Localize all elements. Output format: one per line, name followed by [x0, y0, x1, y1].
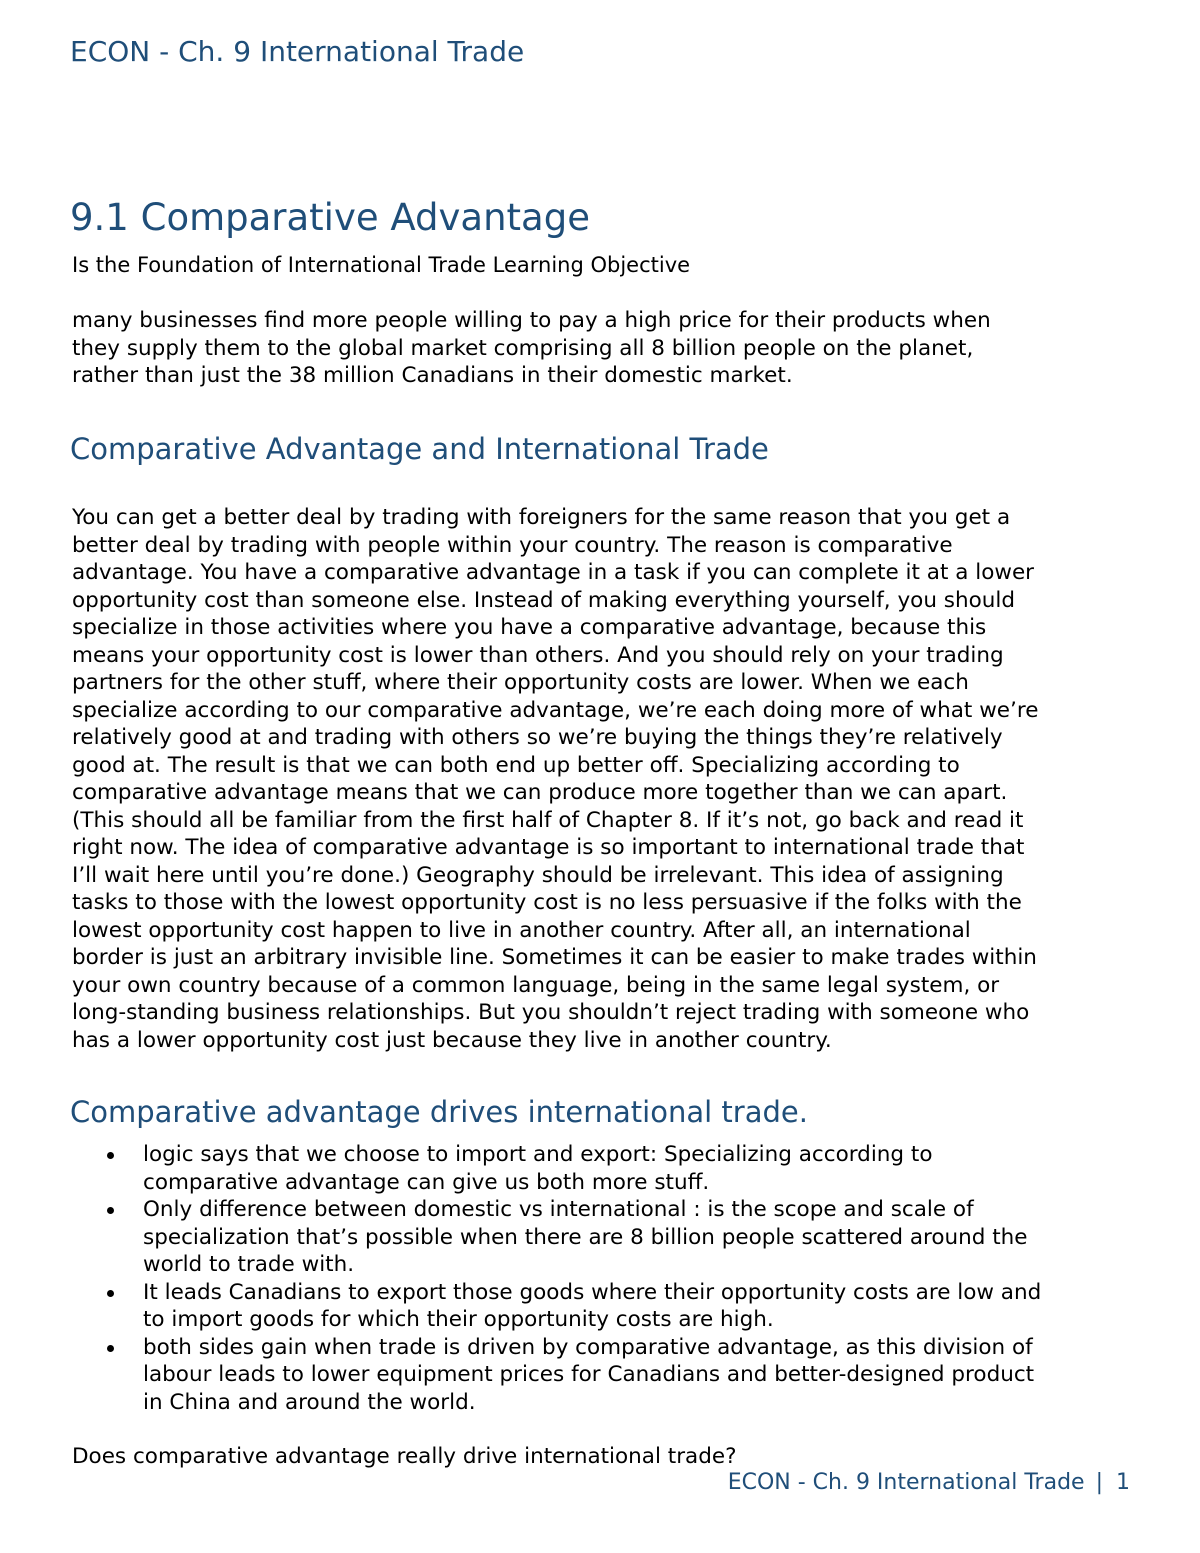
paragraph-line: means your opportunity cost is lower than others. And you should rely on your trading [72, 642, 1004, 668]
list-item [72, 1279, 1041, 1334]
paragraph-line: You can get a better deal by trading with foreigners for the same reason that you get a [72, 505, 1011, 530]
paragraph-line: good at. The result is that we can both end up better off. Specializing according to [72, 752, 960, 778]
section-subtitle: Is the Foundation of International Trade Learning Objective [72, 253, 691, 277]
paragraph-line: partners for the other stuff, where their opportunity costs are lower. When we each [72, 670, 969, 695]
paragraph-line: rather than just the 38 million Canadians in their domestic market. [72, 363, 793, 388]
main-paragraph [72, 504, 1152, 1054]
paragraph-line: comparative advantage means that we can produce more together than we can apart. [72, 780, 1008, 805]
footer-title: ECON - Ch. 9 International Trade [727, 1470, 1085, 1495]
bullet-icon [107, 1207, 114, 1214]
closing-question: Does comparative advantage really drive international trade? [72, 1444, 737, 1469]
list-item-line: logic says that we choose to import and export: Specializing according to [143, 1142, 933, 1167]
paragraph-line: long-standing business relationships. But you shouldn’t reject trading with someone who [72, 1000, 1030, 1025]
paragraph-line: tasks to those with the lowest opportunity cost is no less persuasive if the folks with the [72, 890, 1022, 915]
paragraph-line: has a lower opportunity cost just because they live in another country. [72, 1027, 832, 1053]
paragraph-line: lowest opportunity cost happen to live in another country. After all, an international [72, 917, 971, 943]
list-item-line: to import goods for which their opportunity costs are high. [143, 1307, 774, 1332]
paragraph-line: I’ll wait here until you’re done.) Geography should be irrelevant. This idea of assigning [72, 862, 1004, 888]
list-item-line: comparative advantage can give us both more stuff. [143, 1169, 710, 1195]
paragraph-line: border is just an arbitrary invisible line. Sometimes it can be easier to make trades within [72, 945, 1037, 970]
paragraph-line: opportunity cost than someone else. Instead of making everything yourself, you should [72, 587, 1016, 613]
section-heading-drives-trade: Comparative advantage drives international trade. [70, 1095, 808, 1129]
bullet-icon [107, 1290, 114, 1297]
list-item [72, 1196, 1041, 1279]
list-item-line: both sides gain when trade is driven by comparative advantage, as this division of [143, 1334, 1033, 1360]
bullet-icon [107, 1152, 114, 1159]
list-item-line: in China and around the world. [143, 1389, 476, 1415]
list-item-line: labour leads to lower equipment prices for Canadians and better-designed product [143, 1362, 1035, 1387]
list-item-line: specialization that’s possible when there are 8 billion people scattered around the [143, 1224, 1028, 1250]
paragraph-line: specialize in those activities where you have a comparative advantage, because this [72, 615, 987, 640]
section-heading-comparative-advantage: 9.1 Comparative Advantage [70, 196, 590, 239]
bullet-list [72, 1141, 1041, 1416]
paragraph-line: better deal by trading with people within your country. The reason is comparative [72, 532, 953, 558]
paragraph-line: specialize according to our comparative advantage, we’re each doing more of what we’re [72, 697, 1039, 723]
page-footer [728, 1470, 1130, 1495]
intro-paragraph [72, 307, 1152, 390]
list-item [72, 1334, 1041, 1417]
paragraph-line: (This should all be familiar from the first half of Chapter 8. If it’s not, go back and read it [72, 807, 1024, 833]
page-number: 1 [1116, 1470, 1130, 1495]
list-item-line: It leads Canadians to export those goods where their opportunity costs are low and [143, 1279, 1042, 1305]
paragraph-line: they supply them to the global market comprising all 8 billion people on the planet, [72, 335, 974, 361]
paragraph-line: advantage. You have a comparative advantage in a task if you can complete it at a lower [72, 560, 1035, 585]
list-item [72, 1141, 1041, 1196]
list-item-line: Only difference between domestic vs international : is the scope and scale of [143, 1197, 974, 1222]
paragraph-line: right now. The idea of comparative advantage is so important to international trade that [72, 835, 1025, 860]
paragraph-line: your own country because of a common language, being in the same legal system, or [72, 972, 1000, 998]
list-item-line: world to trade with. [143, 1252, 355, 1277]
bullet-icon [107, 1345, 114, 1352]
footer-separator: | [1095, 1470, 1103, 1495]
page-header-title: ECON - Ch. 9 International Trade [70, 35, 525, 68]
paragraph-line: relatively good at and trading with others so we’re buying the things they’re relatively [72, 725, 1003, 750]
section-heading-trade: Comparative Advantage and International Trade [70, 432, 769, 466]
paragraph-line: many businesses find more people willing to pay a high price for their products when [72, 308, 991, 333]
